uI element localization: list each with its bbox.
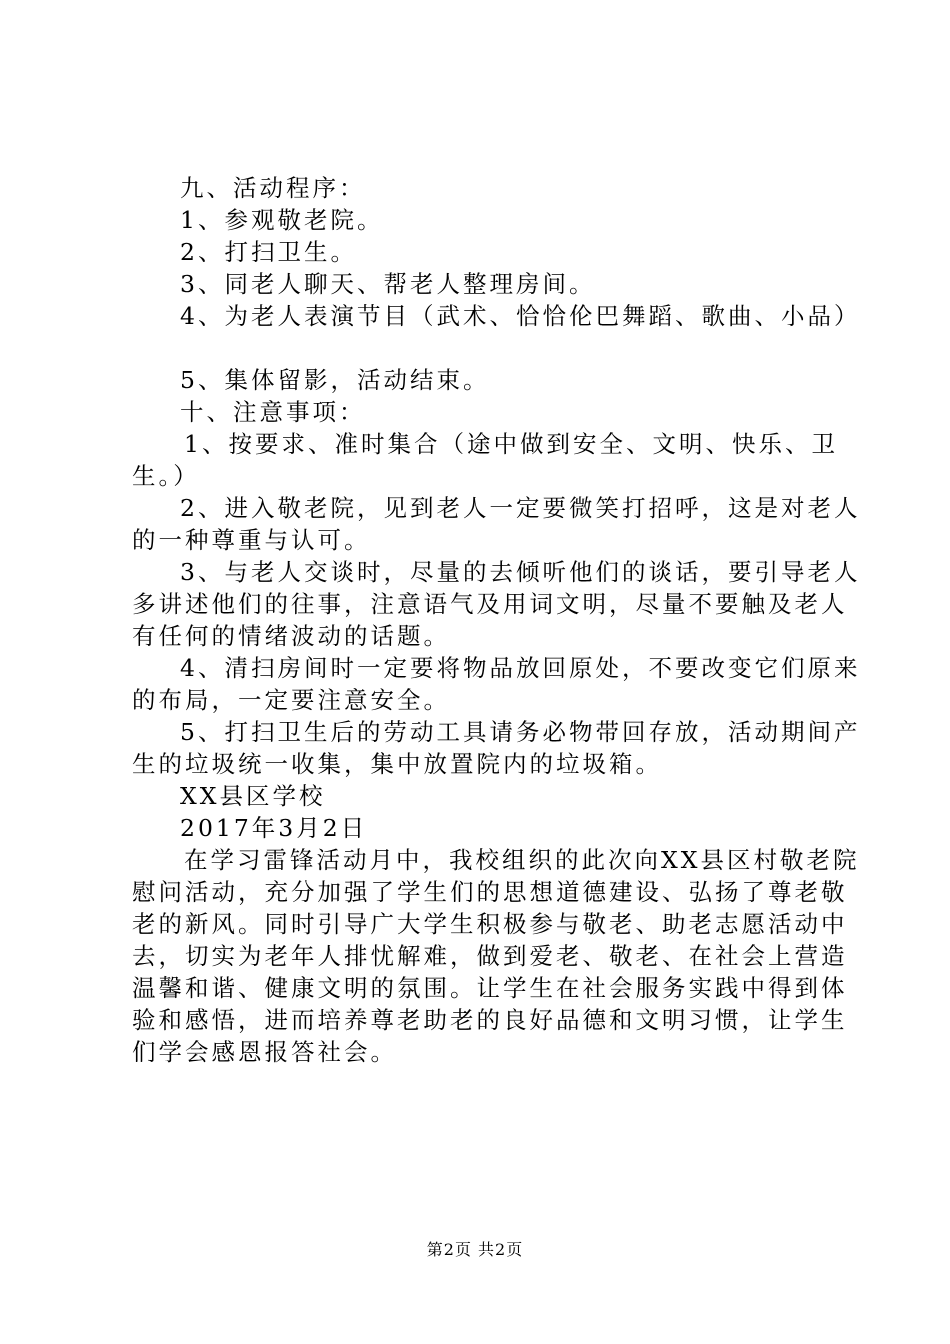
procedure-item-1: 1、参观敬老院。 xyxy=(180,206,384,234)
summary-line-6: 验和感悟，进而培养尊老助老的良好品德和文明习惯，让学生 xyxy=(132,1006,848,1034)
note-item-5-line-1: 5、打扫卫生后的劳动工具请务必物带回存放，活动期间产 xyxy=(180,718,861,746)
note-item-2-line-2: 的一种尊重与认可。 xyxy=(132,526,371,554)
note-item-4-line-1: 4、清扫房间时一定要将物品放回原处，不要改变它们原来 xyxy=(180,654,861,682)
procedure-item-5: 5、集体留影，活动结束。 xyxy=(180,366,490,394)
note-item-3-line-3: 有任何的情绪波动的话题。 xyxy=(132,622,450,650)
note-item-5-line-2: 生的垃圾统一收集，集中放置院内的垃圾箱。 xyxy=(132,750,662,778)
signature-date: 2017年3月2日 xyxy=(180,814,368,842)
document-body xyxy=(132,172,861,1068)
section-heading-procedure: 九、活动程序： xyxy=(180,174,366,202)
signature-school: XX县区学校 xyxy=(180,782,326,810)
note-item-3-line-2: 多讲述他们的往事，注意语气及用词文明，尽量不要触及老人 xyxy=(132,590,848,618)
section-heading-notes: 十、注意事项： xyxy=(180,398,366,426)
summary-line-4: 去，切实为老年人排忧解难，做到爱老、敬老、在社会上营造 xyxy=(132,942,848,970)
procedure-item-3: 3、同老人聊天、帮老人整理房间。 xyxy=(180,270,596,298)
blank-line xyxy=(132,332,832,364)
summary-line-5: 温馨和谐、健康文明的氛围。让学生在社会服务实践中得到体 xyxy=(132,974,848,1002)
procedure-item-4: 4、为老人表演节目（武术、恰恰伦巴舞蹈、歌曲、小品） xyxy=(180,302,861,330)
note-item-3-line-1: 3、与老人交谈时，尽量的去倾听他们的谈话，要引导老人 xyxy=(180,558,861,586)
note-item-4-line-2: 的布局，一定要注意安全。 xyxy=(132,686,450,714)
page-number-footer: 第2页 共2页 xyxy=(426,1240,524,1259)
note-item-1-line-1: 1、按要求、准时集合（途中做到安全、文明、快乐、卫 xyxy=(184,430,838,458)
summary-line-2: 慰问活动，充分加强了学生们的思想道德建设、弘扬了尊老敬 xyxy=(132,878,848,906)
summary-line-3: 老的新风。同时引导广大学生积极参与敬老、助老志愿活动中 xyxy=(132,910,848,938)
summary-line-1: 在学习雷锋活动月中，我校组织的此次向XX县区村敬老院 xyxy=(184,846,860,874)
note-item-1-line-2: 生。） xyxy=(132,462,200,490)
note-item-2-line-1: 2、进入敬老院，见到老人一定要微笑打招呼，这是对老人 xyxy=(180,494,861,522)
procedure-item-2: 2、打扫卫生。 xyxy=(180,238,357,266)
summary-line-7: 们学会感恩报答社会。 xyxy=(132,1038,397,1066)
